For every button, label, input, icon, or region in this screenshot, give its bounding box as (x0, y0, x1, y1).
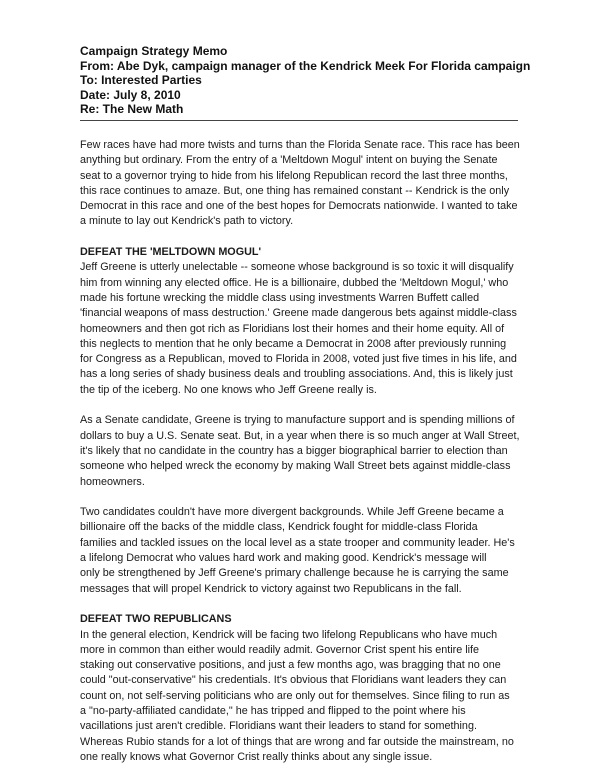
text-line: more in common than either would readily admit. Governor Crist spent his entire life (80, 643, 480, 656)
memo-date-line: Date: July 8, 2010 (80, 87, 181, 102)
text-line: billionaire off the backs of the middle class, Kendrick fought for middle-class Florida (80, 521, 478, 534)
text-line: a minute to lay out Kendrick's path to victory. (80, 215, 294, 228)
text-line: Jeff Greene is utterly unelectable -- someone whose background is so toxic it will disqualify (80, 261, 514, 274)
text-line: one really knows what Governor Crist really thinks about any single issue. (80, 750, 433, 763)
text-line: Democrat in this race and one of the best hopes for Democrats nationwide. I wanted to take (80, 200, 518, 213)
intro-paragraph (80, 138, 522, 230)
text-line: homeowners. (80, 475, 145, 488)
header-divider (80, 120, 518, 121)
text-line: Whereas Rubio stands for a lot of things that are wrong and far outside the mainstream, no (80, 735, 514, 748)
section1-paragraph-2 (80, 413, 522, 489)
text-line: this race continues to amaze. But, one thing has remained constant -- Kendrick is the only (80, 184, 510, 197)
text-line: Two candidates couldn't have more divergent backgrounds. While Jeff Greene became a (80, 506, 504, 519)
text-line: dollars to buy a U.S. Senate seat. But, in a year when there is so much anger at Wall Street, (80, 429, 520, 442)
text-line: for Congress as a Republican, moved to Florida in 2008, voted just five times in his life, and (80, 353, 517, 366)
memo-title: Campaign Strategy Memo (80, 44, 228, 58)
text-line: made his fortune wrecking the middle class using investments Warren Buffett called (80, 291, 480, 304)
text-line: 'financial weapons of mass destruction.' Greene made dangerous bets against middle-class (80, 307, 517, 320)
text-line: has a long series of shady business deals and troubling associations. And, this is likely just (80, 368, 513, 381)
text-line: As a Senate candidate, Greene is trying to manufacture support and is spending millions of (80, 414, 515, 427)
section-heading-meltdown-mogul: DEFEAT THE 'MELTDOWN MOGUL' (80, 246, 262, 259)
section1-paragraph-1 (80, 260, 522, 398)
text-line: In the general election, Kendrick will be facing two lifelong Republicans who have much (80, 628, 498, 641)
text-line: this neglects to mention that he only became a Democrat in 2008 after previously running (80, 337, 507, 350)
text-line: families and tackled issues on the local level as a state trooper and community leader. He's (80, 536, 515, 549)
text-line: vacillations just aren't credible. Floridians want their leaders to stand for something. (80, 720, 477, 733)
memo-from-line: From: Abe Dyk, campaign manager of the Kendrick Meek For Florida campaign (80, 58, 531, 73)
memo-header (80, 44, 531, 117)
text-line: a lifelong Democrat who values hard work and making good. Kendrick's message will (80, 552, 487, 565)
section2-paragraph-1 (80, 628, 522, 766)
memo-body (80, 138, 522, 780)
text-line: could "out-conservative" his credentials. It's obvious that Floridians want leaders they can (80, 674, 507, 687)
memo-subject-line: Re: The New Math (80, 102, 184, 117)
text-line: staking out conservative positions, and just a few months ago, was bragging that no one (80, 659, 501, 672)
text-line: only be strengthened by Jeff Greene's primary challenge because he is carrying the same (80, 567, 509, 580)
text-line: Few races have had more twists and turns than the Florida Senate race. This race has been (80, 139, 520, 151)
section-heading-two-republicans: DEFEAT TWO REPUBLICANS (80, 613, 232, 626)
text-line: him from winning any elected office. He is a billionaire, dubbed the 'Meltdown Mogul,' who (80, 276, 509, 289)
text-line: anything but ordinary. From the entry of a 'Meltdown Mogul' intent on buying the Senate (80, 154, 498, 167)
text-line: someone who helped wreck the economy by making Wall Street bets against middle-class (80, 460, 511, 473)
text-line: the tip of the iceberg. No one knows who Jeff Greene really is. (80, 383, 377, 396)
text-line: count on, not self-serving politicians who are only out for themselves. Since filing to run as (80, 689, 510, 702)
text-line: messages that will propel Kendrick to victory against two Republicans in the fall. (80, 582, 462, 595)
text-line: a "no-party-affiliated candidate," he has tripped and flipped to the point where his (80, 704, 466, 717)
text-line: seat to a governor trying to hide from his lifelong Republican record the last three months, (80, 169, 508, 182)
text-line: homeowners and then got rich as Floridians lost their homes and their home equity. All of (80, 322, 505, 335)
memo-to-line: To: Interested Parties (80, 73, 202, 88)
section1-paragraph-3 (80, 505, 522, 597)
text-line: it's likely that no candidate in the country has a bigger biographical barrier to election than (80, 444, 508, 457)
